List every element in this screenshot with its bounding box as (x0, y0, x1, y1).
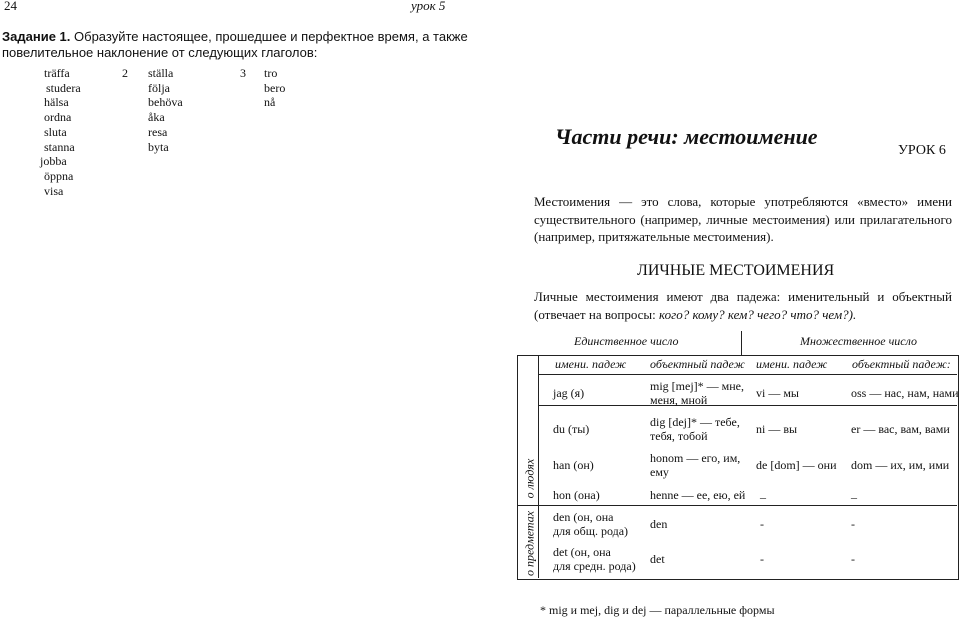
verb-item: träffa (44, 66, 70, 80)
col-nom-pl: имени. падеж (756, 357, 828, 371)
cell-obj-pl: - (851, 517, 855, 531)
cell-nom-pl: vi — мы (756, 386, 799, 400)
intro-paragraph: Местоимения — это слова, которые употребляются «вместо» имени существительного (например, личные местоимения) или прилагательного (например, притяжательные местоимения). (534, 194, 952, 244)
table-rule (517, 505, 957, 506)
verb-item: bero (264, 80, 286, 95)
verb-item: behöva (148, 95, 183, 110)
cell-obj-sg: mig [mej]* — мне, меня, мной (650, 379, 744, 407)
cell-nom-pl: ni — вы (756, 422, 798, 436)
side-label-objects: о предметах (522, 510, 537, 577)
verb-item: ställa (148, 66, 174, 80)
cell-obj-sg: det (650, 552, 665, 566)
cell-obj-pl: er — вас, вам, вами (851, 422, 950, 436)
col-obj-pl: объектный падеж: (852, 357, 951, 371)
table-divider (538, 355, 539, 578)
table-divider (741, 331, 742, 355)
col-obj-sg: объектный падеж (650, 357, 745, 371)
side-label-people: о людях (522, 458, 537, 499)
cell-nom-sg: det (он, она для средн. рода) (553, 545, 636, 573)
verb-item: resa (148, 124, 168, 139)
cell-nom-sg: hon (она) (553, 488, 600, 502)
task-block (2, 29, 468, 61)
cell-nom-sg: han (он) (553, 458, 594, 472)
verb-item: sluta (44, 124, 67, 139)
group-2-number: 2 (122, 66, 128, 80)
cell-nom-sg: den (он, она для общ. рода) (553, 510, 629, 538)
verb-column-1 (40, 66, 81, 198)
task-text-line2: повелительное наклонение от следующих глаголов: (2, 45, 318, 60)
cell-obj-pl: dom — их, им, ими (851, 458, 950, 472)
cell-nom-sg: du (ты) (553, 422, 590, 436)
cell-obj-pl: oss — нас, нам, нами (851, 386, 959, 400)
table-rule (538, 405, 957, 406)
section-text: Личные местоимения имеют два падежа: именительный и объектный (отвечает на вопросы: (534, 289, 952, 322)
verb-item: öppna (44, 168, 74, 183)
section-heading: ЛИЧНЫЕ МЕСТОИМЕНИЯ (637, 262, 835, 279)
lesson-label: УРОК 6 (898, 143, 946, 158)
verb-item: tro (264, 66, 278, 80)
cell-nom-pl: de [dom] — они (756, 458, 837, 472)
verb-item: åka (148, 110, 165, 125)
cell-obj-sg: den (650, 517, 668, 531)
cell-nom-pl: _ (760, 486, 766, 500)
cell-obj-sg: henne — ее, ею, ей (650, 488, 746, 502)
group-3-number: 3 (240, 66, 246, 80)
table-rule (538, 374, 957, 375)
lesson-title: Части речи: местоимение (555, 124, 818, 149)
plural-header: Множественное число (800, 334, 918, 348)
section-paragraph (534, 288, 952, 323)
cell-obj-pl: _ (851, 486, 857, 500)
col-nom-sg: имени. падеж (555, 357, 627, 371)
verb-item: jobba (40, 154, 67, 169)
task-text-line1: Образуйте настоящее, прошедшее и перфектное время, а также (74, 29, 468, 44)
verb-column-2 (148, 66, 183, 154)
singular-header: Единственное число (574, 334, 679, 348)
cell-nom-pl: - (760, 552, 764, 566)
verb-item: visa (44, 183, 64, 198)
verb-item: följa (148, 80, 170, 95)
verb-item: stanna (44, 139, 75, 154)
cell-obj-pl: - (851, 552, 855, 566)
section-questions: кого? кому? кем? чего? что? чем?). (659, 306, 857, 322)
cell-nom-sg: jag (я) (553, 386, 585, 400)
footnote: * mig и mej, dig и dej — параллельные формы (540, 603, 775, 617)
verb-item: nå (264, 95, 276, 110)
cell-nom-pl: - (760, 517, 764, 531)
verb-item: byta (148, 139, 169, 154)
page-header-right: урок 5 (411, 0, 446, 13)
verb-column-3 (264, 66, 285, 110)
cell-obj-sg: dig [dej]* — тебе, тебя, тобой (650, 415, 740, 443)
verb-item: studera (46, 80, 81, 95)
verb-item: hälsa (44, 95, 69, 110)
page-number-left: 24 (4, 0, 17, 13)
task-label: Задание 1. (2, 29, 71, 44)
verb-item: ordna (44, 110, 72, 125)
cell-obj-sg: honom — его, им, ему (650, 451, 741, 479)
